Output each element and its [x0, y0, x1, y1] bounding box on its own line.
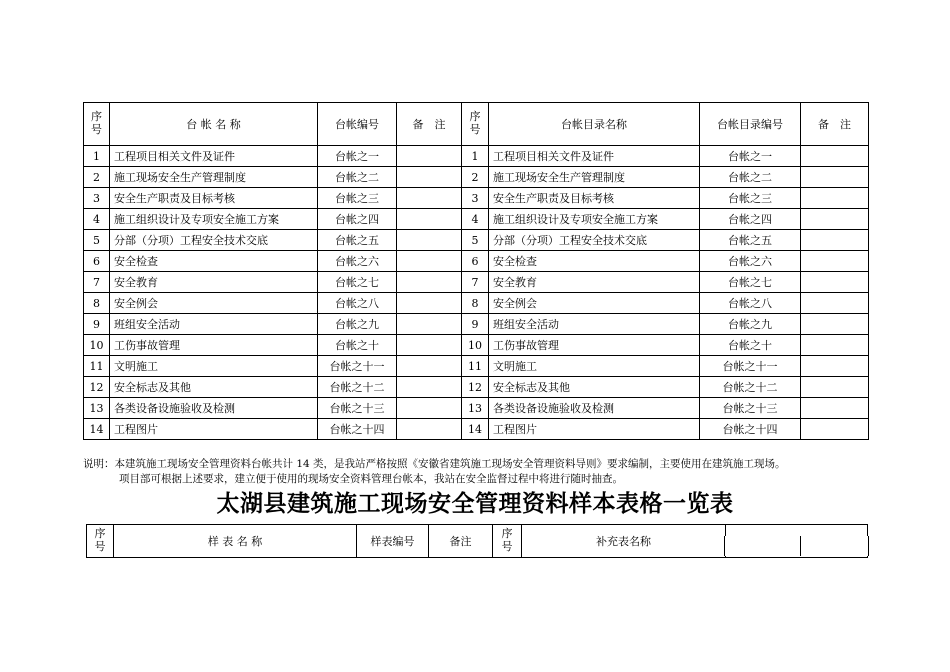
row-catalog-name: 工程图片 [489, 419, 700, 440]
row-note-left [397, 167, 462, 188]
row-ledger-name: 文明施工 [110, 356, 318, 377]
row-ledger-name: 工伤事故管理 [110, 335, 318, 356]
overlapping-table-fragment [724, 536, 869, 556]
table-row [84, 356, 869, 377]
row-note-right [801, 230, 869, 251]
table-row [84, 230, 869, 251]
row-ledger-code: 台帐之一 [318, 146, 397, 167]
row-catalog-code: 台帐之六 [700, 251, 801, 272]
row-catalog-code: 台帐之十三 [700, 398, 801, 419]
row-ledger-name: 工程图片 [110, 419, 318, 440]
row-note-right [801, 146, 869, 167]
sample-header-supp-name: 补充表名称 [522, 525, 726, 558]
row-seq-right: 12 [462, 377, 489, 398]
row-seq-right: 8 [462, 293, 489, 314]
table-row [84, 251, 869, 272]
row-catalog-name: 安全例会 [489, 293, 700, 314]
row-note-right [801, 251, 869, 272]
row-catalog-code: 台帐之十二 [700, 377, 801, 398]
row-ledger-code: 台帐之五 [318, 230, 397, 251]
note-line-2: 项目部可根据上述要求，建立便于使用的现场安全资料管理台帐本，我站在安全监督过程中将进行随时抽查。 [119, 473, 623, 485]
row-catalog-code: 台帐之七 [700, 272, 801, 293]
row-note-left [397, 188, 462, 209]
table-row [84, 293, 869, 314]
row-ledger-name: 工程项目相关文件及证件 [110, 146, 318, 167]
header-catalog-code: 台帐目录编号 [700, 103, 801, 146]
row-seq-left: 14 [84, 419, 110, 440]
row-catalog-name: 各类设备设施验收及检测 [489, 398, 700, 419]
row-catalog-name: 分部（分项）工程安全技术交底 [489, 230, 700, 251]
table-row [84, 335, 869, 356]
row-seq-right: 13 [462, 398, 489, 419]
row-catalog-name: 安全教育 [489, 272, 700, 293]
header-note-right: 备 注 [801, 103, 869, 146]
sample-header-seq: 序号 [87, 525, 114, 558]
row-ledger-code: 台帐之七 [318, 272, 397, 293]
row-ledger-name: 分部（分项）工程安全技术交底 [110, 230, 318, 251]
row-catalog-code: 台帐之五 [700, 230, 801, 251]
row-note-left [397, 209, 462, 230]
row-note-left [397, 398, 462, 419]
row-note-right [801, 167, 869, 188]
sample-header-code: 样表编号 [357, 525, 429, 558]
row-seq-left: 2 [84, 167, 110, 188]
header-catalog-name: 台帐目录名称 [489, 103, 700, 146]
row-catalog-name: 安全检查 [489, 251, 700, 272]
row-seq-right: 4 [462, 209, 489, 230]
row-seq-left: 12 [84, 377, 110, 398]
sample-header-seq2: 序号 [493, 525, 522, 558]
row-ledger-name: 安全例会 [110, 293, 318, 314]
row-seq-left: 1 [84, 146, 110, 167]
row-note-left [397, 293, 462, 314]
row-ledger-name: 班组安全活动 [110, 314, 318, 335]
table-row [84, 167, 869, 188]
table-row [84, 377, 869, 398]
row-catalog-code: 台帐之十一 [700, 356, 801, 377]
row-seq-right: 3 [462, 188, 489, 209]
row-catalog-code: 台帐之八 [700, 293, 801, 314]
row-catalog-code: 台帐之十四 [700, 419, 801, 440]
table-row [84, 272, 869, 293]
row-ledger-code: 台帐之二 [318, 167, 397, 188]
row-seq-left: 5 [84, 230, 110, 251]
row-ledger-code: 台帐之十一 [318, 356, 397, 377]
row-note-left [397, 377, 462, 398]
row-note-right [801, 188, 869, 209]
header-ledger-code: 台帐编号 [318, 103, 397, 146]
row-note-right [801, 335, 869, 356]
row-note-right [801, 272, 869, 293]
row-note-right [801, 419, 869, 440]
row-ledger-code: 台帐之十四 [318, 419, 397, 440]
row-seq-right: 2 [462, 167, 489, 188]
row-ledger-name: 安全标志及其他 [110, 377, 318, 398]
row-ledger-name: 安全教育 [110, 272, 318, 293]
row-seq-left: 7 [84, 272, 110, 293]
row-note-right [801, 293, 869, 314]
row-seq-left: 8 [84, 293, 110, 314]
row-ledger-code: 台帐之十二 [318, 377, 397, 398]
row-ledger-code: 台帐之四 [318, 209, 397, 230]
row-catalog-code: 台帐之二 [700, 167, 801, 188]
row-note-left [397, 335, 462, 356]
row-note-left [397, 251, 462, 272]
sample-header-name: 样 表 名 称 [114, 525, 357, 558]
row-catalog-name: 施工现场安全生产管理制度 [489, 167, 700, 188]
header-ledger-name: 台 帐 名 称 [110, 103, 318, 146]
row-seq-left: 13 [84, 398, 110, 419]
row-note-right [801, 377, 869, 398]
row-seq-left: 9 [84, 314, 110, 335]
row-seq-right: 10 [462, 335, 489, 356]
row-seq-right: 11 [462, 356, 489, 377]
header-seq-right: 序号 [462, 103, 489, 146]
row-note-right [801, 356, 869, 377]
row-ledger-code: 台帐之三 [318, 188, 397, 209]
table-row [84, 419, 869, 440]
table-row [84, 188, 869, 209]
row-seq-left: 6 [84, 251, 110, 272]
row-catalog-name: 工伤事故管理 [489, 335, 700, 356]
row-catalog-code: 台帐之十 [700, 335, 801, 356]
table-row [84, 209, 869, 230]
row-seq-right: 1 [462, 146, 489, 167]
row-note-left [397, 272, 462, 293]
header-note-left: 备 注 [397, 103, 462, 146]
explanation-note [83, 457, 883, 487]
row-note-left [397, 146, 462, 167]
row-ledger-name: 各类设备设施验收及检测 [110, 398, 318, 419]
row-note-left [397, 419, 462, 440]
sample-header-note: 备注 [429, 525, 493, 558]
row-ledger-code: 台帐之十三 [318, 398, 397, 419]
row-note-left [397, 230, 462, 251]
row-seq-right: 14 [462, 419, 489, 440]
row-catalog-name: 安全标志及其他 [489, 377, 700, 398]
row-catalog-code: 台帐之一 [700, 146, 801, 167]
row-seq-right: 5 [462, 230, 489, 251]
row-ledger-name: 安全检查 [110, 251, 318, 272]
header-seq-left: 序号 [84, 103, 110, 146]
ledger-header-row [84, 103, 869, 146]
page-title: 太湖县建筑施工现场安全管理资料样本表格一览表 [216, 491, 734, 517]
table-row [84, 398, 869, 419]
table-row [84, 146, 869, 167]
row-catalog-code: 台帐之三 [700, 188, 801, 209]
row-seq-right: 9 [462, 314, 489, 335]
row-catalog-name: 文明施工 [489, 356, 700, 377]
table-row [84, 314, 869, 335]
row-note-right [801, 209, 869, 230]
row-ledger-name: 施工组织设计及专项安全施工方案 [110, 209, 318, 230]
row-catalog-name: 班组安全活动 [489, 314, 700, 335]
row-note-right [801, 398, 869, 419]
row-seq-left: 11 [84, 356, 110, 377]
row-ledger-code: 台帐之六 [318, 251, 397, 272]
row-ledger-code: 台帐之九 [318, 314, 397, 335]
note-line-1: 说明：本建筑施工现场安全管理资料台帐共计 14 类，是我站严格按照《安徽省建筑施工现场安全管理资料导则》要求编制，主要使用在建筑施工现场。 [83, 458, 786, 470]
row-ledger-code: 台帐之八 [318, 293, 397, 314]
row-catalog-name: 安全生产职责及目标考核 [489, 188, 700, 209]
row-ledger-name: 安全生产职责及目标考核 [110, 188, 318, 209]
row-ledger-code: 台帐之十 [318, 335, 397, 356]
row-seq-right: 7 [462, 272, 489, 293]
row-catalog-code: 台帐之四 [700, 209, 801, 230]
row-seq-left: 3 [84, 188, 110, 209]
row-catalog-name: 施工组织设计及专项安全施工方案 [489, 209, 700, 230]
row-note-left [397, 356, 462, 377]
row-seq-left: 4 [84, 209, 110, 230]
row-catalog-name: 工程项目相关文件及证件 [489, 146, 700, 167]
row-note-left [397, 314, 462, 335]
row-seq-left: 10 [84, 335, 110, 356]
row-catalog-code: 台帐之九 [700, 314, 801, 335]
row-ledger-name: 施工现场安全生产管理制度 [110, 167, 318, 188]
row-note-right [801, 314, 869, 335]
ledger-table [83, 102, 869, 440]
row-seq-right: 6 [462, 251, 489, 272]
